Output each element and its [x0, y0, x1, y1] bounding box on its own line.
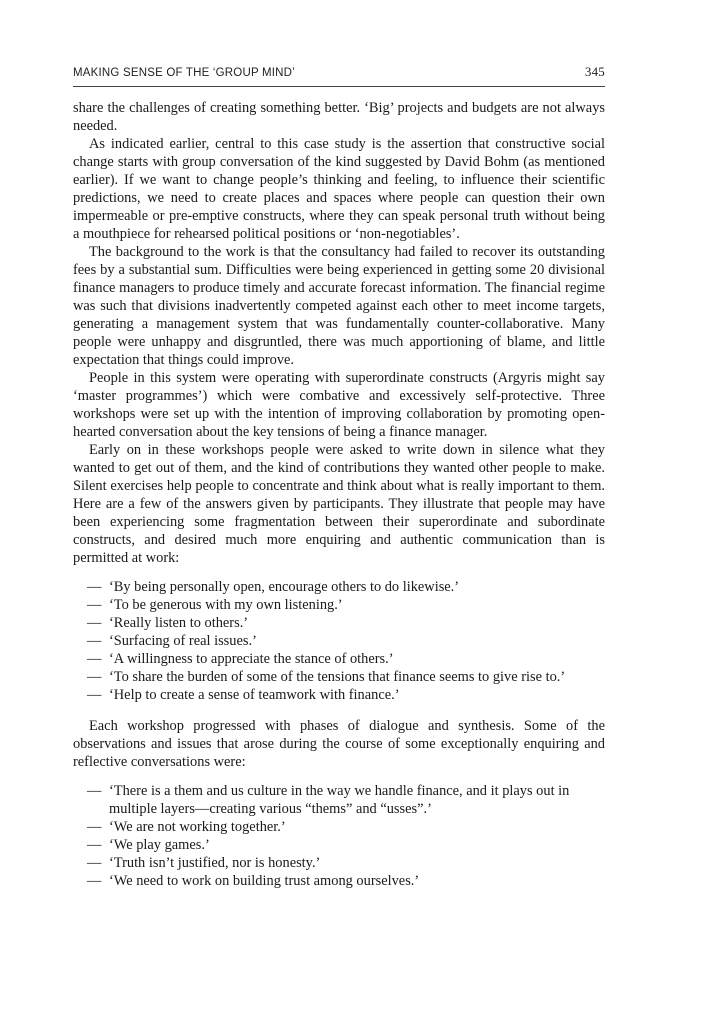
dash-bullet: —: [87, 651, 102, 667]
list-item: [73, 818, 605, 836]
list-item-text: ‘We play games.’: [109, 837, 210, 853]
dash-bullet: —: [87, 615, 102, 631]
list-item-text: ‘Help to create a sense of teamwork with finance.’: [109, 687, 400, 703]
dash-bullet: —: [87, 783, 102, 799]
contributions-list: [73, 578, 605, 704]
list-item-text: ‘Truth isn’t justified, nor is honesty.’: [109, 855, 321, 871]
dash-bullet: —: [87, 687, 102, 703]
list-item-text: ‘We need to work on building trust among ourselves.’: [109, 873, 420, 889]
list-item-text: ‘We are not working together.’: [109, 819, 286, 835]
dash-bullet: —: [87, 669, 102, 685]
list-item: [73, 782, 605, 818]
paragraph-4: People in this system were operating with superordinate constructs (Argyris might say ‘master programmes’) which were combative and excessively self-protective. Three workshops were set up with the intention of improving collaboration by promoting open-hearted conversation about the key tensions of being a finance manager.: [73, 370, 605, 440]
list-item: [73, 614, 605, 632]
list-item-text: ‘To share the burden of some of the tensions that finance seems to give rise to.’: [109, 669, 566, 685]
paragraph-6: Each workshop progressed with phases of dialogue and synthesis. Some of the observations and issues that arose during the course of some exceptionally enquiring and reflective conversations were:: [73, 718, 605, 770]
paragraph-2: As indicated earlier, central to this case study is the assertion that constructive social change starts with group conversation of the kind suggested by David Bohm (as mentioned earlier). If we want to change people’s thinking and feeling, to influence their scientific predictions, we need to create places and spaces where people can question their own impermeable or pre-emptive constructs, where they can speak personal truth without being a mouthpiece for rehearsed political positions or ‘non-negotiables’.: [73, 136, 605, 242]
body-text: [73, 99, 605, 890]
dash-bullet: —: [87, 855, 102, 871]
list-item-text: ‘To be generous with my own listening.’: [109, 597, 343, 613]
dash-bullet: —: [87, 597, 102, 613]
book-page: [73, 64, 605, 903]
list-item: [73, 836, 605, 854]
list-item-text: ‘There is a them and us culture in the way we handle finance, and it plays out in multiple layers—creating various “thems” and “usses”.’: [109, 783, 570, 817]
list-item: [73, 596, 605, 614]
observations-list: [73, 782, 605, 890]
list-item-text: ‘Surfacing of real issues.’: [109, 633, 257, 649]
running-title: MAKING SENSE OF THE ‘GROUP MIND’: [73, 67, 295, 79]
dash-bullet: —: [87, 579, 102, 595]
dash-bullet: —: [87, 819, 102, 835]
list-item-text: ‘A willingness to appreciate the stance of others.’: [109, 651, 394, 667]
list-item: [73, 872, 605, 890]
dash-bullet: —: [87, 633, 102, 649]
paragraph-5: Early on in these workshops people were asked to write down in silence what they wanted to get out of them, and the kind of contributions they wanted other people to make. Silent exercises help people to concentrate and think about what is really important to them. Here are a few of the answers given by participants. They illustrate that people may have been experiencing some fragmentation between their superordinate and subordinate constructs, and desired much more enquiring and authentic communication than is permitted at work:: [73, 442, 605, 566]
dash-bullet: —: [87, 837, 102, 853]
list-item-text: ‘Really listen to others.’: [109, 615, 249, 631]
list-item: [73, 578, 605, 596]
page-number: 345: [584, 64, 605, 79]
paragraph-1: share the challenges of creating something better. ‘Big’ projects and budgets are not always needed.: [73, 100, 605, 134]
list-item-text: ‘By being personally open, encourage others to do likewise.’: [109, 579, 460, 595]
dash-bullet: —: [87, 873, 102, 889]
running-head: [73, 64, 605, 87]
list-item: [73, 686, 605, 704]
list-item: [73, 632, 605, 650]
paragraph-3: The background to the work is that the consultancy had failed to recover its outstanding fees by a substantial sum. Difficulties were being experienced in getting some 20 divisional finance managers to produce timely and accurate forecast information. The financial regime was such that divisions inadvertently competed against each other to meet income targets, generating a management system that was fundamentally counter-collaborative. Many people were unhappy and disgruntled, there was much apportioning of blame, and little expectation that things could improve.: [73, 244, 605, 368]
list-item: [73, 650, 605, 668]
list-item: [73, 854, 605, 872]
list-item: [73, 668, 605, 686]
